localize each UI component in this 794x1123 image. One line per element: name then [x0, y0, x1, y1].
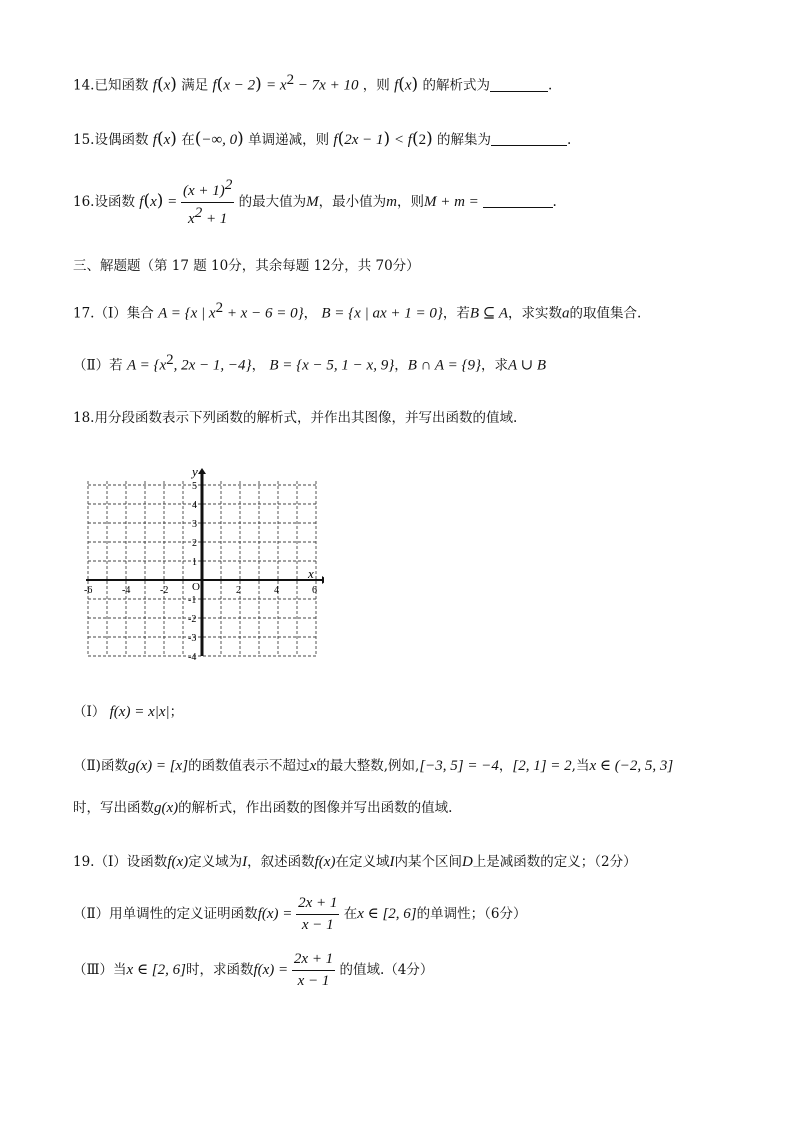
y-tick-label: 5 [192, 481, 197, 492]
q14-prefix: 14.已知函数 [73, 77, 149, 94]
answer-blank-14 [490, 77, 548, 92]
coordinate-grid [84, 466, 324, 662]
x-tick-label: -2 [160, 585, 169, 596]
y-tick-label: 4 [192, 500, 197, 511]
y-tick-label: -4 [188, 652, 197, 662]
y-tick-label: 1 [192, 557, 197, 568]
x-axis-arrow [322, 576, 324, 584]
question-19-part2: （Ⅱ）用单调性的定义证明函数f(x) = $\frac{2x + 1}{x - 1}$ 在x ∈ [2, 6]的单调性；（6分） [73, 895, 527, 933]
q16-fraction: $\frac{(x + 1)^2}{x^2 + 1}$ [183, 177, 233, 227]
x-tick-label: 6 [312, 585, 317, 596]
y-tick-label: -2 [188, 614, 197, 625]
question-18-part2-cont: 时，写出函数g(x)的解析式，作出函数的图像并写出函数的值域. [73, 800, 453, 816]
question-18-part1: （Ⅰ） f(x) = x|x|； [73, 704, 184, 720]
x-tick-label: 2 [236, 585, 241, 596]
question-15: 15.设偶函数 f(x) 在(−∞, 0) 单调递减，则 f(2x − 1) < f(2) 的解集为 . [73, 129, 572, 149]
q19-fraction-3: $\frac{2x + 1}{x - 1}$ [293, 951, 334, 989]
question-14: 14.已知函数 f(x) 满足 $f(x - 2) = x^2 - 7x + 10$ ，则 f(x) 的解析式为 . [73, 72, 553, 95]
question-19-part3: （Ⅲ）当x ∈ [2, 6]时，求函数f(x) = $\frac{2x + 1}{x - 1}$ 的值域.（4分） [73, 951, 434, 989]
x-tick-label: 4 [274, 585, 279, 596]
question-18-stem: 18.用分段函数表示下列函数的解析式，并作出其图像，并写出函数的值域. [73, 410, 518, 426]
x-tick-label: -4 [122, 585, 131, 596]
y-axis-label: y [192, 466, 198, 479]
x-tick-label: -6 [84, 585, 93, 596]
x-axis-label: x [308, 566, 314, 581]
question-19-part1: 19.（Ⅰ）设函数f(x)定义域为I，叙述函数f(x)在定义域I内某个区间D上是减函数的定义；（2分） [73, 854, 637, 870]
y-tick-label: -3 [188, 633, 197, 644]
y-tick-label: 2 [192, 538, 197, 549]
answer-blank-16 [483, 193, 553, 208]
question-17-part1: 17.（Ⅰ）集合 A = {x | $x^2 + x - 6 = 0$}， B = {x | ax + 1 = 0}，若B ⊆ A，求实数a的取值集合. [73, 300, 642, 322]
question-17-part2: （Ⅱ）若 $A = \{x^2$, 2x − 1, −4}， B = {x − 5, 1 − x, 9}，B ∩ A = {9}，求A ∪ B [73, 352, 547, 374]
y-tick-label: -1 [188, 595, 197, 606]
answer-blank-15 [491, 131, 567, 146]
axes [86, 468, 324, 656]
y-tick-label: 3 [192, 519, 197, 530]
section-heading: 三、解题题（第 17 题 10分，其余每题 12分，共 70分） [73, 258, 420, 274]
y-axis-arrow [198, 468, 206, 474]
question-16: 16.设函数 f(x) = $\frac{(x + 1)^2}{x^2 + 1}$ 的最大值为M，最小值为m，则M + m = . [73, 177, 557, 227]
origin-label: O [192, 581, 200, 593]
question-18-part2: （Ⅱ)函数g(x) = [x]的函数值表示不超过x的最大整数,例如,[−3, 5] = −4，[2, 1] = 2,当x ∈ (−2, 5, 3] [73, 758, 674, 774]
q19-fraction-2: $\frac{2x + 1}{x - 1}$ [298, 895, 338, 933]
